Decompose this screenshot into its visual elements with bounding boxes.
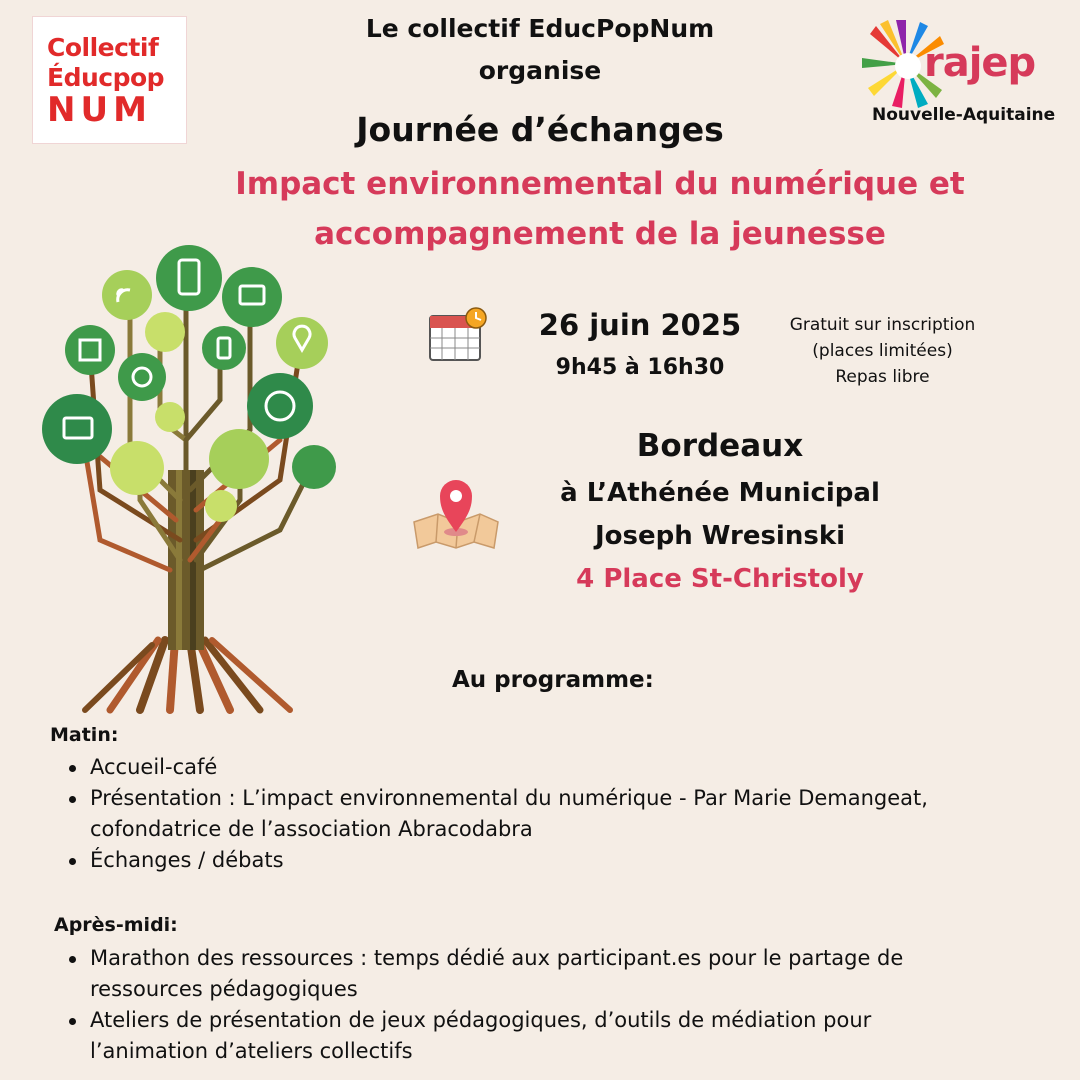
crajep-region: Nouvelle-Aquitaine — [872, 105, 1056, 125]
location-city: Bordeaux — [636, 428, 804, 464]
list-item: Ateliers de présentation de jeux pédagogiques, d’outils de médiation pour l’animation d’ateliers collectifs — [52, 1005, 1062, 1067]
page-title: Journée d’échanges — [356, 110, 724, 149]
logo-line-2: Éducpop — [47, 63, 165, 92]
info-limited-places: (places limitées) — [812, 341, 953, 361]
morning-title: Matin: — [50, 724, 119, 746]
list-item: Marathon des ressources : temps dédié aux participant.es pour le partage de ressources pédagogiques — [52, 943, 1062, 1005]
subtitle-line-1: Impact environnemental du numérique et — [235, 166, 965, 202]
location-venue-line-2: Joseph Wresinski — [594, 521, 846, 551]
list-item: Présentation : L’impact environnemental du numérique - Par Marie Demangeat, cofondatrice de l’association Abracodabra — [52, 783, 1052, 845]
calendar-icon — [426, 306, 490, 366]
collectif-educpopnum-logo — [32, 16, 187, 144]
logo-line-3: NUM — [47, 90, 152, 130]
list-item: Échanges / débats — [52, 845, 1052, 876]
info-meal: Repas libre — [835, 367, 930, 387]
afternoon-title: Après-midi: — [54, 914, 178, 936]
organizer-line-2: organise — [478, 56, 602, 85]
morning-list — [52, 752, 1052, 876]
event-date: 26 juin 2025 — [538, 308, 742, 342]
afternoon-list — [52, 943, 1062, 1067]
crajep-letters: rajep — [924, 40, 1036, 86]
crajep-logo — [858, 12, 1058, 132]
location-address: 4 Place St-Christoly — [576, 564, 864, 594]
list-item: Accueil-café — [52, 752, 1052, 783]
logo-line-1: Collectif — [47, 33, 159, 62]
event-hours: 9h45 à 16h30 — [555, 355, 725, 380]
subtitle-line-2: accompagnement de la jeunesse — [314, 216, 886, 252]
organizer-line-1: Le collectif EducPopNum — [365, 14, 715, 43]
location-venue-line-1: à L’Athénée Municipal — [560, 478, 880, 508]
digital-tree-illustration — [40, 240, 340, 715]
program-title: Au programme: — [452, 667, 654, 693]
info-free-registration: Gratuit sur inscription — [789, 315, 976, 335]
